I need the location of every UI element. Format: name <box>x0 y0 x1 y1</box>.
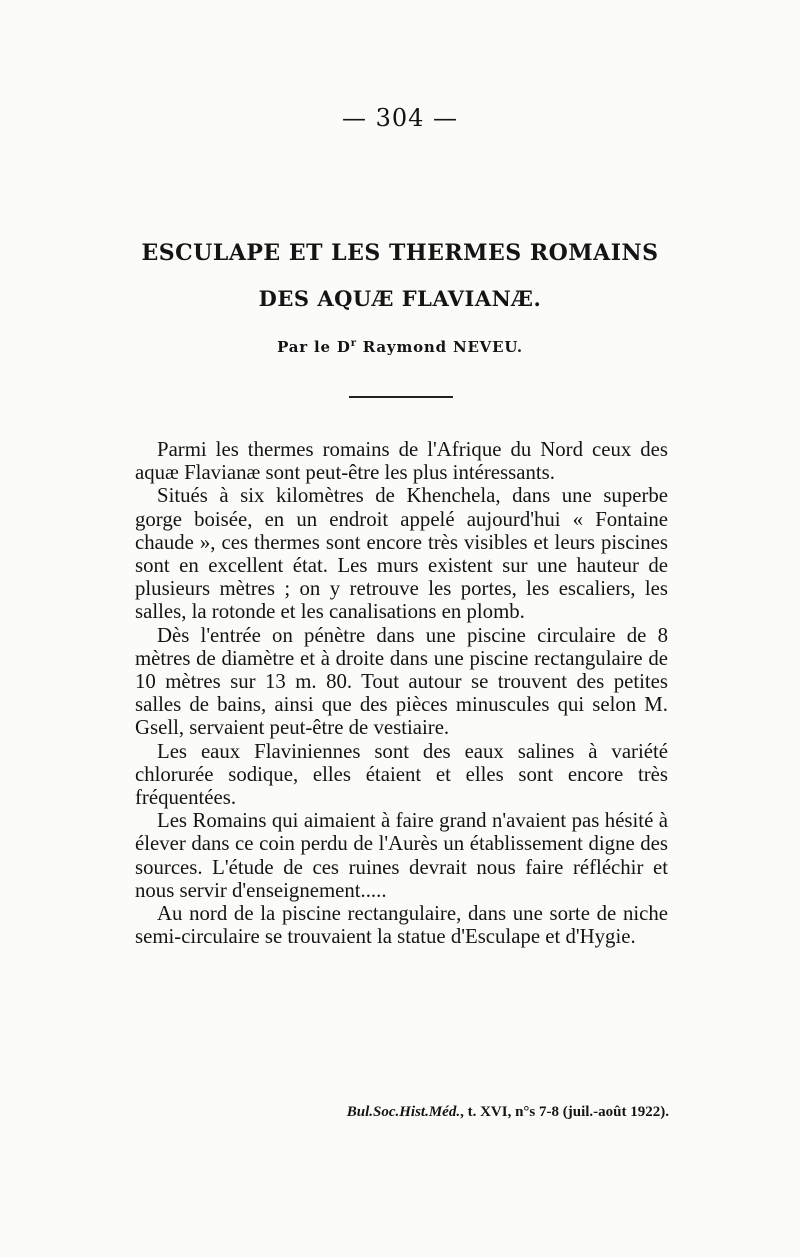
paragraph: Situés à six kilomètres de Khenchela, dans une superbe gorge boisée, en un endroit appelé aujourd'hui « Fontaine chaude », ces thermes sont encore très visibles et leurs piscines sont en excellent état. Les murs existent sur une hauteur de plusieurs mètres ; on y retrouve les portes, les escaliers, les salles, la rotonde et les canalisations en plomb. <box>135 484 668 624</box>
paragraph: Au nord de la piscine rectangulaire, dans une sorte de niche semi-circulaire se trouvaient la statue d'Esculape et d'Hygie. <box>135 902 668 949</box>
page-number: — 304 — <box>341 104 459 132</box>
citation-reference: , t. XVI, n°s 7-8 (juil.-août 1922). <box>460 1104 669 1120</box>
paragraph: Les eaux Flaviniennes sont des eaux salines à variété chlorurée sodique, elles étaient et elles sont encore très fréquentées. <box>135 739 668 810</box>
title-divider <box>349 396 453 398</box>
paragraph: Dès l'entrée on pénètre dans une piscine circulaire de 8 mètres de diamètre et à droite dans une piscine rectangulaire de 10 mètres sur 13 m. 80. Tout autour se trouvent des petites salles de bains, ainsi que des pièces minuscules qui selon M. Gsell, servaient peut-être de vestiaire. <box>135 623 668 740</box>
byline-superscript: r <box>350 338 357 349</box>
article-body <box>135 438 668 948</box>
paragraph: Les Romains qui aimaient à faire grand n'avaient pas hésité à élever dans ce coin perdu de l'Aurès un établissement digne des sources. L'étude de ces ruines devrait nous faire réfléchir et nous servir d'enseignement..... <box>135 809 668 902</box>
citation <box>299 1104 669 1121</box>
author-byline <box>0 338 800 356</box>
citation-source: Bul.Soc.Hist.Méd. <box>346 1104 461 1120</box>
paragraph: Parmi les thermes romains de l'Afrique du Nord ceux des aquæ Flavianæ sont peut-être les plus intéressants. <box>135 438 668 485</box>
byline-prefix: Par le D <box>277 338 351 356</box>
article-title-line-2: DES AQUÆ FLAVIANÆ. <box>258 286 542 311</box>
article-title-line-1: ESCULAPE ET LES THERMES ROMAINS <box>141 240 659 266</box>
author-name: Raymond NEVEU. <box>356 338 523 356</box>
